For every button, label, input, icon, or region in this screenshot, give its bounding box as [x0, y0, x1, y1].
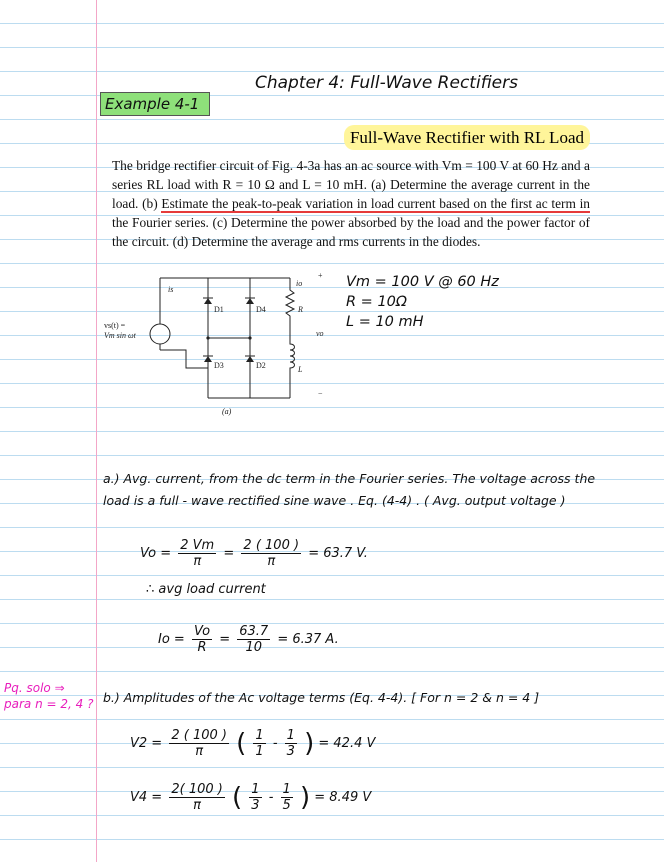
part-a-line-1: a.) Avg. current, from the dc term in the Fourier series. The voltage across the [103, 471, 596, 486]
io-equation: Io = $\frac{Vo}{R}$ = $\frac{63.7}{10}$ = 6.37 A. [158, 624, 339, 655]
vo-equation: Vo = $\frac{2 Vm}{\pi}$ = $\frac{2 ( 100 )}{\pi}$ = 63.7 V. [140, 538, 368, 569]
given-l: L = 10 mH [346, 314, 424, 330]
plus-sign: + [318, 271, 323, 280]
part-b-line: b.) Amplitudes of the Ac voltage terms (Eq. 4-4). [ For n = 2 & n = 4 ] [103, 690, 540, 705]
bridge-rectifier-circuit [100, 268, 330, 418]
v2-equation: V2 = $\frac{2 ( 100 )}{\pi}$ ( $\frac{1}{1}$ - $\frac{1}{3}$ ) = 42.4 V [130, 728, 376, 759]
source-expression: Vm sin ωt [104, 331, 136, 340]
r-label: R [298, 305, 303, 314]
problem-heading: Full-Wave Rectifier with RL Load [112, 128, 590, 148]
part-a-line-2: load is a full - wave rectified sine wave . Eq. (4-4) . ( Avg. output voltage ) [103, 493, 566, 508]
d4-label: D4 [256, 305, 266, 314]
given-r: R = 10Ω [346, 294, 407, 310]
notebook-margin-line [96, 0, 97, 862]
figure-caption: (a) [222, 407, 232, 416]
d2-label: D2 [256, 361, 266, 370]
vo-label: vo [316, 329, 324, 338]
is-label: is [168, 285, 174, 294]
textbook-excerpt [112, 124, 590, 251]
minus-sign: − [318, 389, 323, 398]
given-vm: Vm = 100 V @ 60 Hz [346, 274, 499, 290]
v4-equation: V4 = $\frac{2( 100 )}{\pi}$ ( $\frac{1}{3}$ - $\frac{1}{5}$ ) = 8.49 V [130, 782, 372, 813]
d1-label: D1 [214, 305, 224, 314]
therefore-line: ∴ avg load current [146, 582, 266, 597]
source-label: vs(t) = [104, 321, 126, 330]
underlined-question: Estimate the peak-to-peak variation in load current based on the first ac term in [161, 196, 590, 211]
problem-statement: The bridge rectifier circuit of Fig. 4-3a has an ac source with Vm = 100 V at 60 Hz and a series RL load with R = 10 Ω and L = 10 mH. (a) Determine the average current in the load. (b) Estimate the peak-to-peak variation in load current based on the first ac term in the Fourier series. (c) Determine the power absorbed by the load and the power factor of the circuit. (d) Determine the average and rms currents in the diodes. [112, 158, 590, 249]
given-values [346, 272, 499, 332]
d3-label: D3 [214, 361, 224, 370]
example-label: Example 4-1 [100, 92, 210, 116]
margin-note: Pq. solo ⇒ para n = 2, 4 ? [4, 681, 94, 711]
io-label: io [296, 279, 303, 288]
page-title: Chapter 4: Full-Wave Rectifiers [255, 73, 518, 93]
l-label: L [298, 365, 303, 374]
